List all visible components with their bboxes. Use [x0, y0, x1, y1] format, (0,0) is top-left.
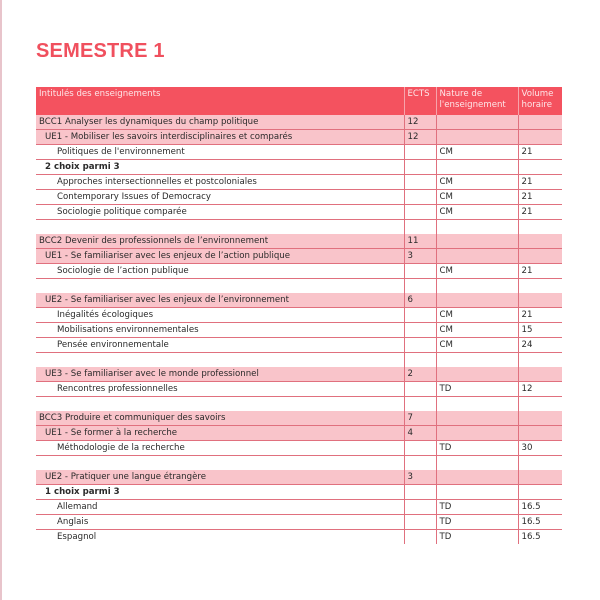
cell-hours [518, 456, 562, 471]
cell-course-title [36, 397, 404, 412]
cell-teaching-type [436, 367, 518, 382]
bcc-row [36, 115, 562, 130]
cell-course-title: BCC2 Devenir des professionnels de l’environnement [36, 234, 404, 249]
cell-course-title: Sociologie de l’action publique [36, 264, 404, 279]
cell-hours [518, 293, 562, 308]
ue-row [36, 249, 562, 264]
course-row [36, 382, 562, 397]
cell-hours [518, 353, 562, 368]
cell-course-title: UE1 - Se familiariser avec les enjeux de l’action publique [36, 249, 404, 264]
cell-hours: 21 [518, 205, 562, 220]
course-row [36, 308, 562, 323]
cell-hours [518, 426, 562, 441]
cell-teaching-type: CM [436, 323, 518, 338]
cell-teaching-type [436, 470, 518, 485]
course-row [36, 145, 562, 160]
cell-ects: 12 [404, 115, 436, 130]
cell-teaching-type [436, 397, 518, 412]
cell-ects [404, 338, 436, 353]
cell-hours: 21 [518, 308, 562, 323]
cell-hours: 24 [518, 338, 562, 353]
cell-course-title: UE2 - Se familiariser avec les enjeux de l’environnement [36, 293, 404, 308]
cell-course-title: Allemand [36, 500, 404, 515]
cell-teaching-type: CM [436, 338, 518, 353]
cell-ects: 7 [404, 411, 436, 426]
cell-teaching-type [436, 411, 518, 426]
cell-hours: 21 [518, 145, 562, 160]
cell-ects [404, 515, 436, 530]
course-row [36, 264, 562, 279]
cell-ects [404, 382, 436, 397]
course-row [36, 515, 562, 530]
cell-ects: 3 [404, 249, 436, 264]
cell-course-title [36, 456, 404, 471]
cell-ects [404, 353, 436, 368]
cell-hours: 16.5 [518, 515, 562, 530]
cell-teaching-type: CM [436, 145, 518, 160]
cell-course-title [36, 220, 404, 235]
ue-row [36, 426, 562, 441]
cell-ects [404, 145, 436, 160]
cell-course-title [36, 279, 404, 294]
header-hours: Volume horaire [518, 87, 562, 115]
cell-ects [404, 160, 436, 175]
header-course-title: Intitulés des enseignements [36, 87, 404, 115]
cell-ects [404, 397, 436, 412]
cell-hours: 30 [518, 441, 562, 456]
cell-ects [404, 308, 436, 323]
cell-teaching-type [436, 160, 518, 175]
spacer-row [36, 456, 562, 471]
cell-hours: 15 [518, 323, 562, 338]
cell-course-title: Rencontres professionnelles [36, 382, 404, 397]
cell-hours [518, 470, 562, 485]
course-row [36, 441, 562, 456]
cell-teaching-type: TD [436, 500, 518, 515]
spacer-row [36, 353, 562, 368]
cell-course-title: 1 choix parmi 3 [36, 485, 404, 500]
cell-course-title: Contemporary Issues of Democracy [36, 190, 404, 205]
course-row [36, 500, 562, 515]
cell-teaching-type [436, 485, 518, 500]
cell-course-title: UE1 - Se former à la recherche [36, 426, 404, 441]
cell-course-title: Approches intersectionnelles et postcoloniales [36, 175, 404, 190]
cell-hours [518, 411, 562, 426]
cell-teaching-type [436, 279, 518, 294]
cell-hours [518, 160, 562, 175]
curriculum-table [36, 87, 562, 544]
cell-course-title: Anglais [36, 515, 404, 530]
cell-teaching-type: CM [436, 264, 518, 279]
cell-ects: 12 [404, 130, 436, 145]
cell-teaching-type [436, 293, 518, 308]
cell-teaching-type: CM [436, 308, 518, 323]
cell-course-title: Pensée environnementale [36, 338, 404, 353]
cell-course-title: Espagnol [57, 532, 97, 542]
cell-hours [518, 115, 562, 130]
cell-teaching-type: CM [436, 175, 518, 190]
cell-course-title: Mobilisations environnementales [36, 323, 404, 338]
header-ects: ECTS [404, 87, 436, 115]
cell-teaching-type: TD [436, 441, 518, 456]
spacer-row [36, 220, 562, 235]
header-teaching-type: Nature de l'enseignement [436, 87, 518, 115]
cell-hours: 21 [518, 264, 562, 279]
cell-ects: 2 [404, 367, 436, 382]
bcc-row [36, 234, 562, 249]
cell-ects [404, 500, 436, 515]
spacer-row [36, 397, 562, 412]
cell-hours: 21 [518, 190, 562, 205]
cell-hours [518, 234, 562, 249]
cell-ects [404, 190, 436, 205]
page-title: SEMESTRE 1 [36, 40, 165, 62]
table-body [36, 115, 562, 544]
cell-ects [404, 530, 436, 545]
course-row [36, 205, 562, 220]
cell-ects [404, 279, 436, 294]
course-row [36, 338, 562, 353]
cell-course-title: Inégalités écologiques [36, 308, 404, 323]
cell-teaching-type: TD [436, 515, 518, 530]
cell-ects: 11 [404, 234, 436, 249]
ue-row [36, 293, 562, 308]
cell-ects [404, 175, 436, 190]
cell-course-title: BCC1 Analyser les dynamiques du champ politique [36, 115, 404, 130]
cell-teaching-type [436, 220, 518, 235]
cell-course-title: 2 choix parmi 3 [36, 160, 404, 175]
course-row [36, 175, 562, 190]
cell-hours: 12 [518, 382, 562, 397]
page-edge [0, 0, 2, 600]
ue-row [36, 130, 562, 145]
cell-hours: 21 [518, 175, 562, 190]
choice-row [36, 160, 562, 175]
cell-ects: 3 [404, 470, 436, 485]
cell-teaching-type: CM [436, 205, 518, 220]
ue-row [36, 367, 562, 382]
cell-hours [518, 367, 562, 382]
cell-course-title: UE3 - Se familiariser avec le monde professionnel [36, 367, 404, 382]
ue-row [36, 470, 562, 485]
cell-course-title: BCC3 Produire et communiquer des savoirs [36, 411, 404, 426]
cell-teaching-type [436, 353, 518, 368]
cell-ects [404, 323, 436, 338]
cell-course-title: UE1 - Mobiliser les savoirs interdisciplinaires et comparés [36, 130, 404, 145]
cell-course-title [36, 353, 404, 368]
choice-row [36, 485, 562, 500]
cell-hours [518, 220, 562, 235]
cell-course-title: UE2 - Pratiquer une langue étrangère [36, 470, 404, 485]
bcc-row [36, 411, 562, 426]
cell-hours [518, 485, 562, 500]
table-header-row [36, 87, 562, 115]
cell-ects: 4 [404, 426, 436, 441]
cell-course-title: Sociologie politique comparée [36, 205, 404, 220]
course-row [36, 530, 562, 545]
cell-course-title: Méthodologie de la recherche [36, 441, 404, 456]
cell-hours [518, 397, 562, 412]
cell-ects [404, 441, 436, 456]
cell-teaching-type [436, 115, 518, 130]
cell-hours [518, 249, 562, 264]
cell-ects [404, 264, 436, 279]
cell-ects [404, 485, 436, 500]
cell-teaching-type: TD [436, 382, 518, 397]
cell-ects: 6 [404, 293, 436, 308]
spacer-row [36, 279, 562, 294]
cell-teaching-type [436, 456, 518, 471]
cell-hours [518, 279, 562, 294]
cell-hours: 16.5 [518, 530, 562, 545]
course-row [36, 190, 562, 205]
cell-course-title: Politiques de l'environnement [36, 145, 404, 160]
cell-ects [404, 205, 436, 220]
cell-hours: 16.5 [518, 500, 562, 515]
cell-ects [404, 456, 436, 471]
cell-teaching-type [436, 249, 518, 264]
cell-teaching-type: TD [436, 530, 518, 545]
cell-teaching-type [436, 426, 518, 441]
cell-ects [404, 220, 436, 235]
cell-teaching-type: CM [436, 190, 518, 205]
course-row [36, 323, 562, 338]
cell-teaching-type [436, 130, 518, 145]
cell-teaching-type [436, 234, 518, 249]
cell-hours [518, 130, 562, 145]
